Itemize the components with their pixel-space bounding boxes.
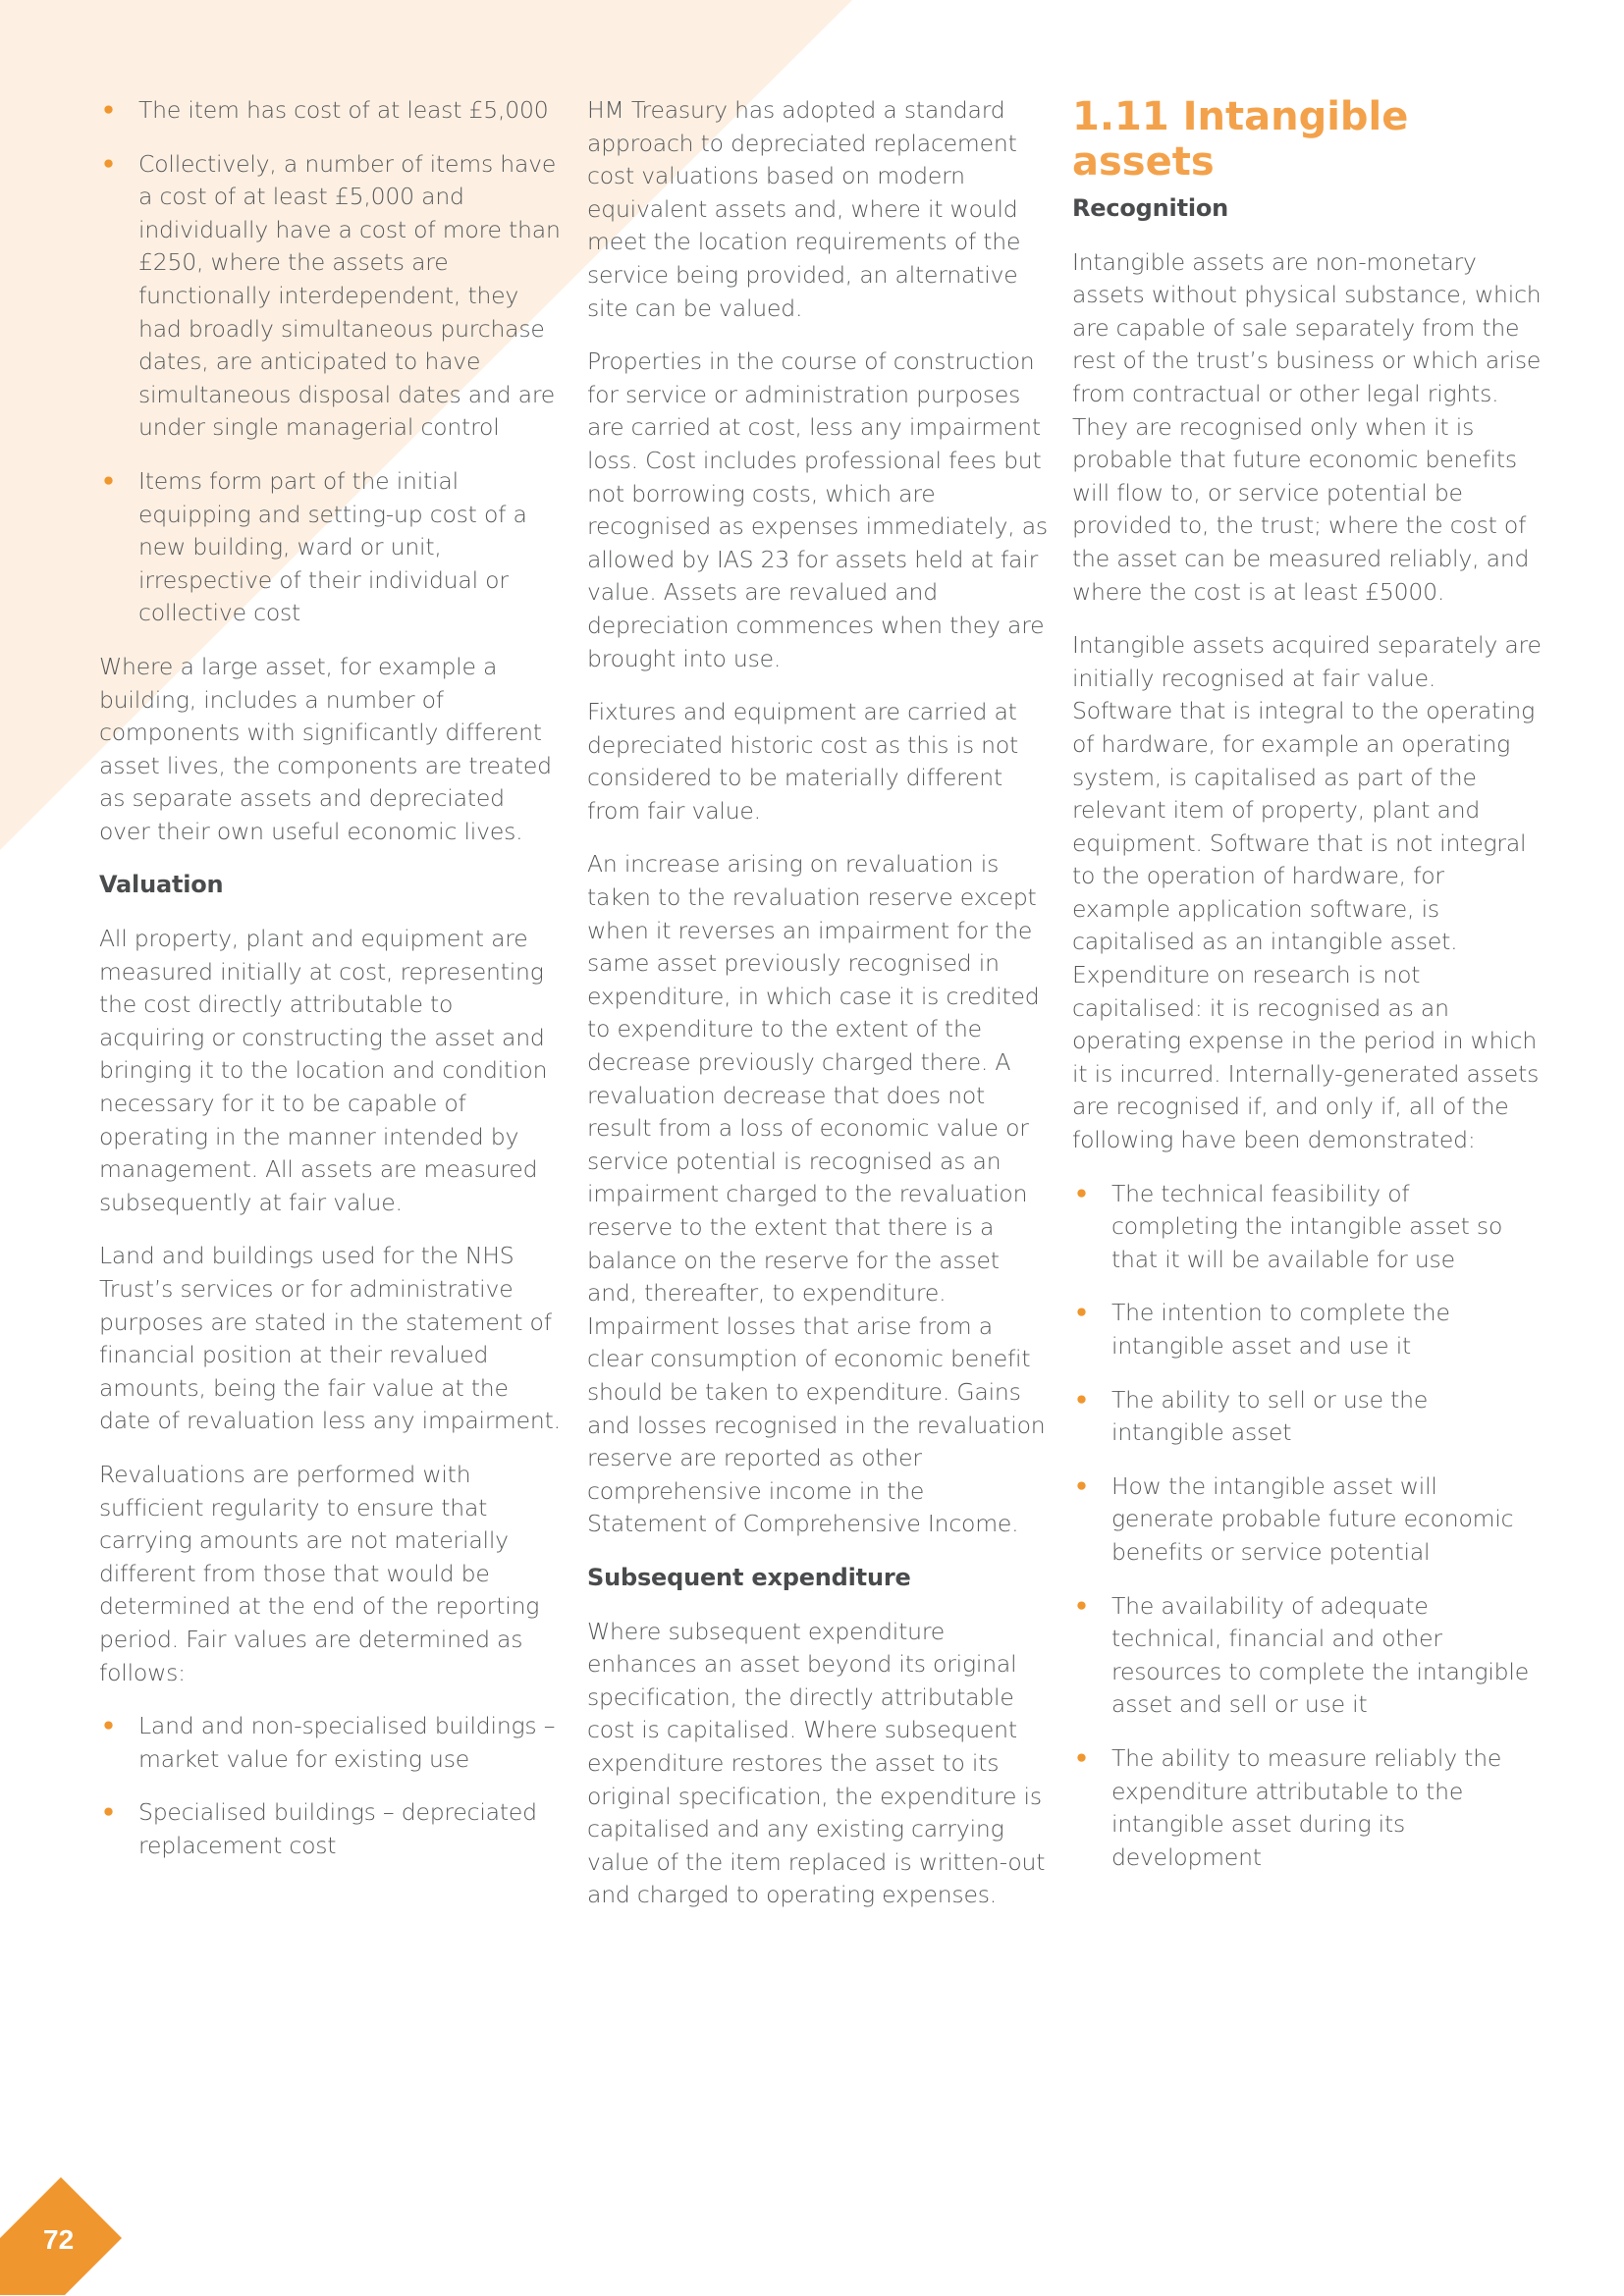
list-item: • Land and non-specialised buildings – market value for existing use <box>101 1712 556 1773</box>
page-number: 72 <box>43 2224 75 2255</box>
list-item: • Items form part of the initial equipping and setting-up cost of a new building, ward or unit, irrespective of their individual or collective cost <box>101 466 527 627</box>
list-item: • How the intangible asset will generate probable future economic benefits or service potential <box>1074 1471 1514 1566</box>
list-item: • Specialised buildings – depreciated replacement cost <box>101 1798 537 1859</box>
valuation-paragraph: Land and buildings used for the NHS Trust’s services or for administrative purposes are stated in the statement of financial position at their revalued amounts, being the fair value at the date of revaluation less any impairment. <box>99 1242 561 1435</box>
fixtures-paragraph: Fixtures and equipment are carried at depreciated historic cost as this is not considered to be materially different from fair value. <box>587 698 1019 825</box>
bullet-icon: • <box>1074 1385 1089 1414</box>
bullet-icon: • <box>1074 1591 1089 1620</box>
list-item: • The ability to measure reliably the expenditure attributable to the intangible asset during its development <box>1074 1743 1502 1871</box>
recognition-paragraph: Intangible assets acquired separately are initially recognised at fair value. Software that is integral to the operating of hardware, for example an operating system, is capitalised as part of the relevant item of property, plant and equipment. Software that is not integral to the operation of hardware, for example application software, is capitalised as an intangible asset. Expenditure on research is not capitalised: it is recognised as an operating expense in the period in which it is incurred. Internally-generated assets are recognised if, and only if, all of the following have been demonstrated: <box>1072 631 1542 1154</box>
criteria-list <box>99 94 561 630</box>
section-title: 1.11 Intangible assets <box>1072 94 1409 185</box>
bullet-icon: • <box>1074 1471 1089 1500</box>
construction-paragraph: Properties in the course of construction for service or administration purposes are carried at cost, less any impairment loss. Cost includes professional fees but not borrowing costs, which are recognised as expenses immediately, as allowed by IAS 23 for assets held at fair value. Assets are revalued and depreciation commences when they are brought into use. <box>587 347 1048 672</box>
valuation-heading: Valuation <box>99 871 224 899</box>
list-item: • The intention to complete the intangible asset and use it <box>1074 1299 1450 1360</box>
bullet-icon: • <box>101 466 116 495</box>
recognition-criteria-list <box>1072 1178 1542 1875</box>
bullet-icon: • <box>101 96 116 124</box>
valuation-paragraph: Revaluations are performed with sufficient regularity to ensure that carrying amounts are not materially different from those that would be determined at the end of the reporting period. Fair values are determined as follows: <box>99 1460 540 1686</box>
valuation-paragraph: All property, plant and equipment are measured initially at cost, representing the cost directly attributable to acquiring or constructing the asset and bringing it to the location and condition necessary for it to be capable of operating in the manner intended by management. All assets are measured subsequently at fair value. <box>99 925 548 1216</box>
bullet-icon: • <box>101 1712 116 1740</box>
subsequent-expenditure-paragraph: Where subsequent expenditure enhances an asset beyond its original specification, the directly attributable cost is capitalised. Where subsequent expenditure restores the asset to its original specification, the expenditure is capitalised and any existing carrying value of the item replaced is written-out and charged to operating expenses. <box>587 1617 1046 1909</box>
bullet-icon: • <box>101 149 116 178</box>
list-item: • The item has cost of at least £5,000 <box>99 94 561 128</box>
recognition-paragraph: Intangible assets are non-monetary assets without physical substance, which are capable of sale separately from the rest of the trust’s business or which arise from contractual or other legal rights. They are recognised only when it is probable that future economic benefits will flow to, or service potential be provided to, the trust; where the cost of the asset can be measured reliably, and where the cost is at least £5000. <box>1072 247 1542 606</box>
bullet-icon: • <box>1074 1743 1089 1772</box>
list-item: • The technical feasibility of completing the intangible asset so that it will be available for use <box>1074 1179 1503 1273</box>
list-item: • The ability to sell or use the intangible asset <box>1074 1385 1429 1447</box>
fair-value-list <box>99 1710 561 1862</box>
column-2 <box>587 94 1049 1933</box>
column-1 <box>99 94 561 1884</box>
treasury-paragraph: HM Treasury has adopted a standard approach to depreciated replacement cost valuations based on modern equivalent assets and, where it would meet the location requirements of the service being provided, an alternative site can be valued. <box>587 96 1021 322</box>
revaluation-paragraph: An increase arising on revaluation is taken to the revaluation reserve except when it reverses an impairment for the same asset previously recognised in expenditure, in which case it is credited to expenditure to the extent of the decrease previously charged there. A revaluation decrease that does not result from a loss of economic value or service potential is recognised as an impairment charged to the revaluation reserve to the extent that there is a balance on the reserve for the asset and, thereafter, to expenditure. Impairment losses that arise from a clear consumption of economic benefit should be taken to expenditure. Gains and losses recognised in the revaluation reserve are reported as other comprehensive income in the Statement of Comprehensive Income. <box>587 850 1046 1538</box>
bullet-icon: • <box>101 1798 116 1827</box>
bullet-icon: • <box>1074 1299 1089 1327</box>
bullet-icon: • <box>1074 1179 1089 1207</box>
list-item: • Collectively, a number of items have a cost of at least £5,000 and individually have a cost of more than £250, where the assets are functionally interdependent, they had broadly simultaneous purchase dates, are anticipated to have simultaneous disposal dates and are under single managerial control <box>101 149 561 442</box>
column-3 <box>1072 94 1542 1895</box>
recognition-heading: Recognition <box>1072 194 1229 222</box>
list-item: • The availability of adequate technical, financial and other resources to complete the intangible asset and sell or use it <box>1074 1591 1529 1719</box>
subsequent-expenditure-heading: Subsequent expenditure <box>587 1563 911 1591</box>
components-paragraph: Where a large asset, for example a building, includes a number of components with significantly different asset lives, the components are treated as separate assets and depreciated over their own useful economic lives. <box>99 652 552 845</box>
